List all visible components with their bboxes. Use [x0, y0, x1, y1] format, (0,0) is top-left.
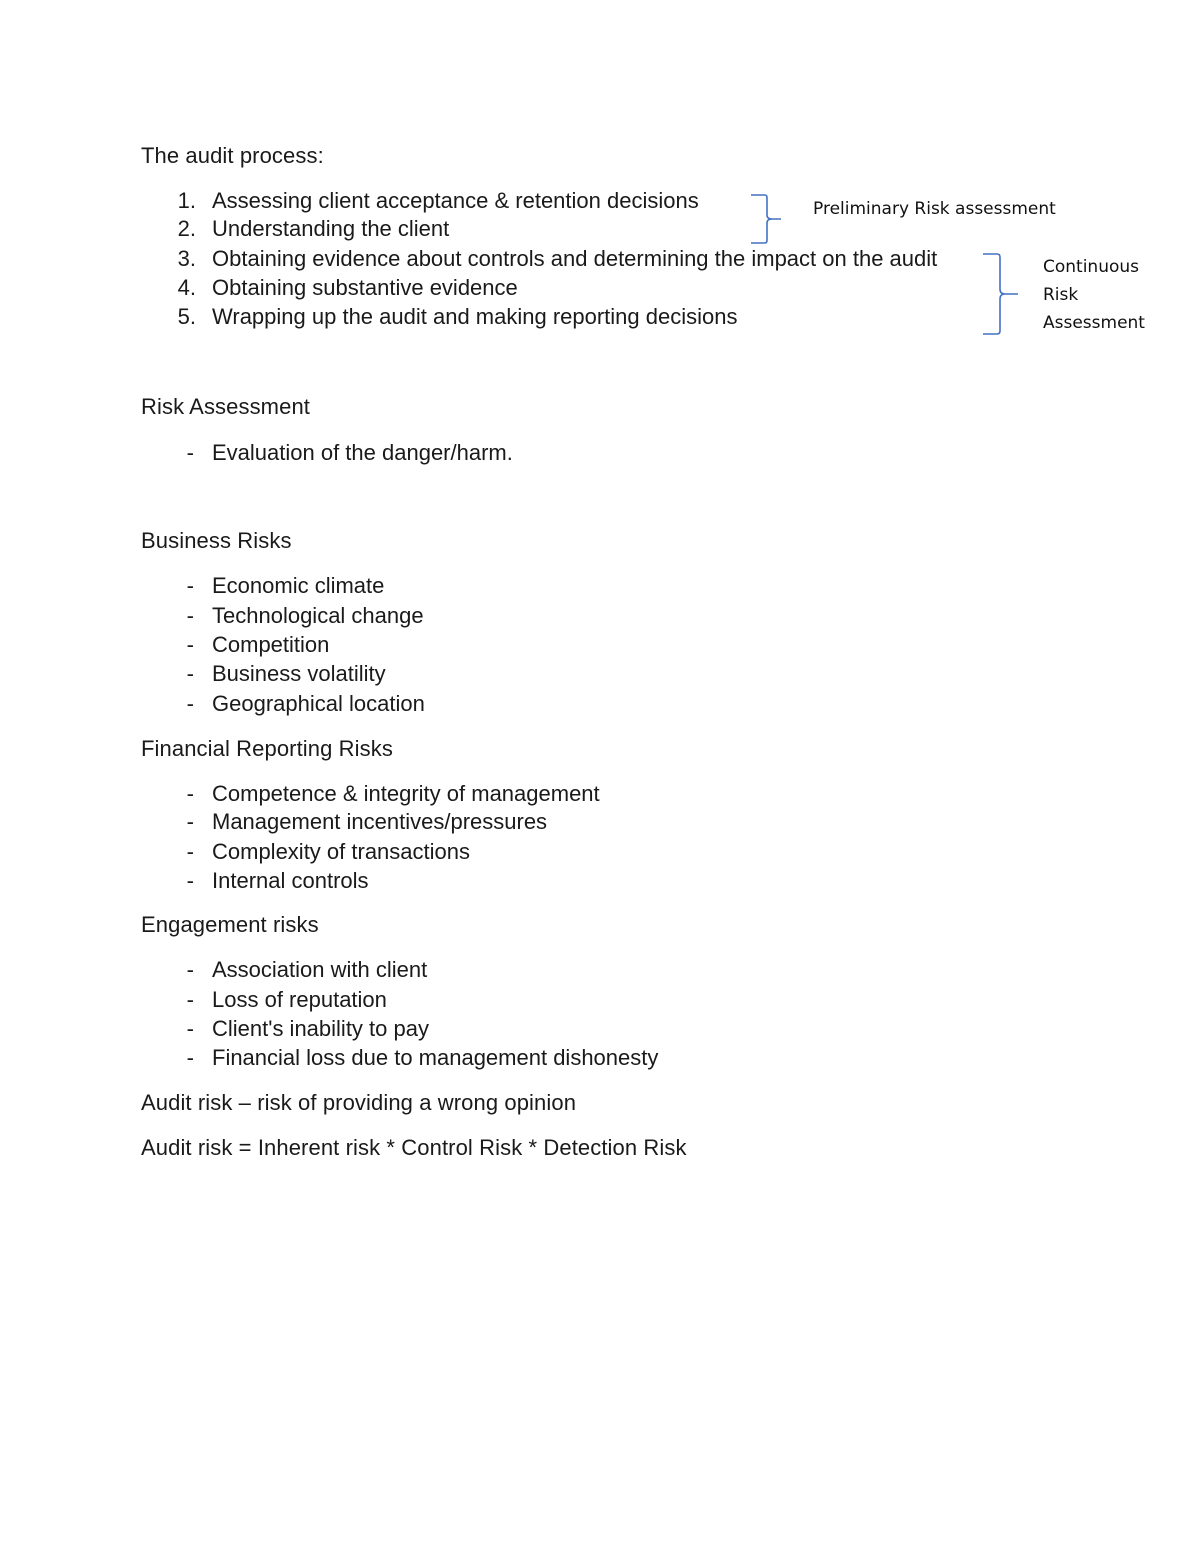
list-number: 4. — [177, 275, 196, 300]
list-number: 3. — [177, 246, 196, 271]
business-risks-heading: Business Risks — [141, 528, 292, 553]
audit-process-heading: The audit process: — [141, 143, 324, 168]
list-item-text: Economic climate — [212, 573, 385, 598]
risk-assessment-heading: Risk Assessment — [141, 394, 310, 419]
list-item-text: Technological change — [212, 603, 424, 628]
continuous-risk-annotation-line1: Continuous — [1043, 257, 1140, 277]
list-item-text: Competence & integrity of management — [212, 781, 600, 806]
list-item-text: Client's inability to pay — [212, 1016, 429, 1041]
bullet-dash: - — [186, 1016, 194, 1041]
list-number: 1. — [177, 188, 196, 213]
list-item-text: Evaluation of the danger/harm. — [212, 440, 513, 465]
list-item-text: Obtaining substantive evidence — [212, 275, 518, 300]
list-number: 5. — [177, 304, 196, 329]
bullet-dash: - — [186, 809, 194, 834]
list-item-text: Association with client — [212, 957, 428, 982]
bullet-dash: - — [186, 661, 194, 686]
bullet-dash: - — [186, 987, 194, 1012]
list-number: 2. — [177, 216, 196, 241]
preliminary-risk-annotation: Preliminary Risk assessment — [813, 199, 1056, 219]
list-item-text: Assessing client acceptance & retention decisions — [212, 188, 699, 213]
list-item-text: Financial loss due to management dishonesty — [212, 1045, 659, 1070]
list-item-text: Geographical location — [212, 691, 425, 716]
bullet-dash: - — [186, 573, 194, 598]
list-item-text: Loss of reputation — [212, 987, 387, 1012]
engagement-risks-heading: Engagement risks — [141, 912, 319, 937]
list-item-text: Internal controls — [212, 868, 369, 893]
bullet-dash: - — [186, 603, 194, 628]
bullet-dash: - — [186, 691, 194, 716]
list-item-text: Management incentives/pressures — [212, 809, 548, 834]
audit-risk-definition: Audit risk – risk of providing a wrong opinion — [141, 1090, 577, 1115]
financial-reporting-risks-heading: Financial Reporting Risks — [141, 736, 393, 761]
list-item-text: Obtaining evidence about controls and determining the impact on the audit — [212, 246, 938, 271]
bullet-dash: - — [186, 957, 194, 982]
list-item-text: Understanding the client — [212, 216, 450, 241]
list-item-text: Complexity of transactions — [212, 839, 470, 864]
continuous-brace-icon — [983, 254, 1018, 334]
list-item-text: Wrapping up the audit and making reporting decisions — [212, 304, 738, 329]
continuous-risk-annotation-line3: Assessment — [1043, 313, 1145, 333]
audit-risk-formula: Audit risk = Inherent risk * Control Risk * Detection Risk — [141, 1135, 687, 1160]
continuous-risk-annotation-line2: Risk — [1043, 285, 1079, 305]
bullet-dash: - — [186, 839, 194, 864]
bullet-dash: - — [186, 440, 194, 465]
bullet-dash: - — [186, 781, 194, 806]
list-item-text: Business volatility — [212, 661, 386, 686]
bullet-dash: - — [186, 632, 194, 657]
bullet-dash: - — [186, 868, 194, 893]
list-item-text: Competition — [212, 632, 330, 657]
bullet-dash: - — [186, 1045, 194, 1070]
preliminary-brace-icon — [751, 195, 781, 243]
